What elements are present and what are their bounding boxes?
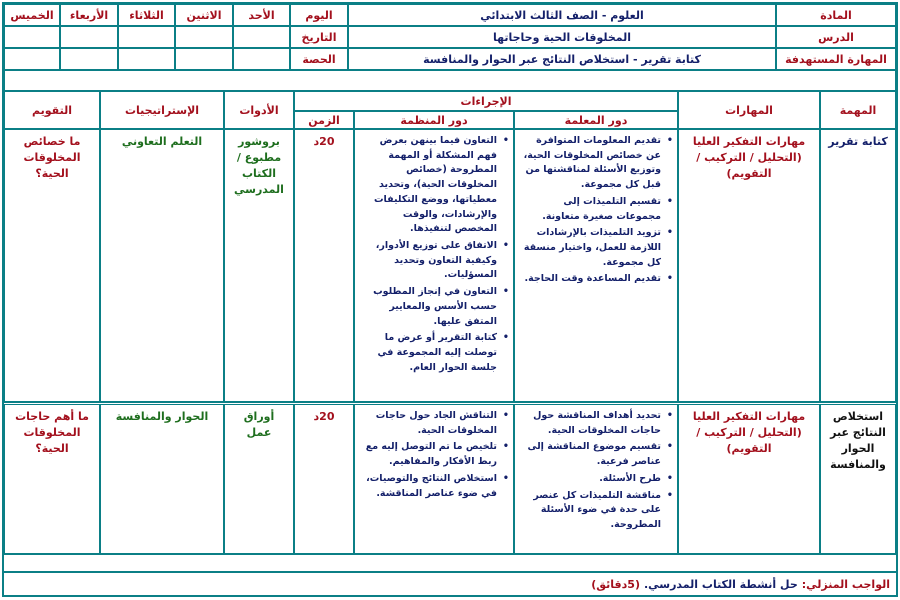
day-sunday: الأحد bbox=[233, 4, 290, 26]
subject-label: المادة bbox=[776, 4, 896, 26]
col-organizer-role: دور المنظمة bbox=[354, 111, 514, 129]
col-tools: الأدوات bbox=[224, 91, 294, 129]
col-skills: المهارات bbox=[678, 91, 820, 129]
subject-value: العلوم - الصف الثالث الابتدائي bbox=[348, 4, 776, 26]
day-cell bbox=[60, 48, 118, 70]
list-item: • التناقش الجاد حول حاجات المخلوقات الحية. bbox=[359, 409, 497, 438]
row1-time bbox=[294, 129, 354, 402]
row2-time bbox=[294, 404, 354, 554]
row1-tools bbox=[224, 129, 294, 402]
row2-evaluation bbox=[4, 404, 100, 554]
row1-strategy bbox=[100, 129, 224, 402]
row1-evaluation-text: ما خصائص المخلوقات الحية؟ bbox=[23, 135, 81, 180]
day-cell bbox=[233, 26, 290, 48]
skill-value: كتابة تقرير - استخلاص النتائج عبر الحوار والمنافسة bbox=[348, 48, 776, 70]
lesson-plan-sheet bbox=[2, 2, 898, 597]
row1-task bbox=[820, 129, 896, 402]
row2-teacher bbox=[514, 404, 678, 554]
skill-label: المهارة المستهدفة bbox=[776, 48, 896, 70]
day-cell bbox=[175, 26, 233, 48]
list-item: • تزويد التلميذات بالإرشادات اللازمة للعمل، واختيار منسقة كل مجموعة. bbox=[519, 226, 661, 270]
day-cell bbox=[118, 26, 175, 48]
list-item: • تقسيم التلميذات إلى مجموعات صغيرة متعاونة. bbox=[519, 195, 661, 224]
list-item: • طرح الأسئلة. bbox=[519, 472, 661, 487]
row1-skills-text: مهارات التفكير العليا (التحليل / التركيب / التقويم) bbox=[692, 135, 806, 180]
list-item: • استخلاص النتائج والتوصيات، في ضوء عناصر المناقشة. bbox=[359, 472, 497, 501]
row2-strategy-text: الحوار والمنافسة bbox=[115, 410, 209, 423]
row1-teacher bbox=[514, 129, 678, 402]
row1-organizer bbox=[354, 129, 514, 402]
row1-teacher-list bbox=[515, 130, 677, 287]
day-thursday: الخميس bbox=[4, 4, 60, 26]
period-label: الحصة bbox=[290, 48, 348, 70]
day-cell bbox=[4, 26, 60, 48]
list-item: • تلخيص ما تم التوصل إليه مع ربط الأفكار والمفاهيم. bbox=[359, 440, 497, 469]
row2-skills-text: مهارات التفكير العليا (التحليل / التركيب / التقويم) bbox=[692, 410, 806, 455]
homework-time: (5دقائق) bbox=[591, 577, 640, 591]
date-label: التاريخ bbox=[290, 26, 348, 48]
spacer-row bbox=[4, 70, 896, 91]
day-cell bbox=[60, 26, 118, 48]
day-cell bbox=[118, 48, 175, 70]
col-time: الزمن bbox=[294, 111, 354, 129]
row1-tools-text: بروشور مطبوع / الكتاب المدرسي bbox=[234, 135, 284, 196]
lesson-label: الدرس bbox=[776, 26, 896, 48]
lesson-value: المخلوقات الحية وحاجاتها bbox=[348, 26, 776, 48]
row2-task bbox=[820, 404, 896, 554]
homework-footer bbox=[4, 571, 896, 595]
row1-strategy-text: التعلم التعاوني bbox=[121, 135, 203, 148]
list-item: • تقديم المعلومات المتوافرة عن خصائص المخلوقات الحية، وتوزيع الأسئلة لمناقشتها من قبل كل مجموعة. bbox=[519, 134, 661, 193]
row1-time-text: 20د bbox=[313, 135, 335, 148]
day-wednesday: الأربعاء bbox=[60, 4, 118, 26]
row1-evaluation bbox=[4, 129, 100, 402]
row2-organizer-list bbox=[355, 405, 513, 501]
col-strategies: الإستراتيجيات bbox=[100, 91, 224, 129]
row2-tools bbox=[224, 404, 294, 554]
row2-tools-text: أوراق عمل bbox=[243, 410, 275, 439]
list-item: • تقديم المساعدة وقت الحاجة. bbox=[519, 272, 661, 287]
list-item: • التعاون في إنجاز المطلوب حسب الأسس والمعايير المتفق عليها. bbox=[359, 285, 497, 329]
homework-text: حل أنشطة الكتاب المدرسي. bbox=[643, 577, 798, 591]
col-procedures: الإجراءات bbox=[294, 91, 678, 111]
list-item: • تحديد أهداف المناقشة حول حاجات المخلوقات الحية. bbox=[519, 409, 661, 438]
col-task: المهمة bbox=[820, 91, 896, 129]
homework-label: الواجب المنزلي: bbox=[801, 577, 890, 591]
row2-skills bbox=[678, 404, 820, 554]
col-teacher-role: دور المعلمة bbox=[514, 111, 678, 129]
list-item: • كتابة التقرير أو عرض ما توصلت إليه المجموعة في جلسة الحوار العام. bbox=[359, 331, 497, 375]
row1-organizer-list bbox=[355, 130, 513, 376]
day-label: اليوم bbox=[290, 4, 348, 26]
day-cell bbox=[4, 48, 60, 70]
header-block bbox=[4, 4, 896, 70]
row2-evaluation-text: ما أهم حاجات المخلوقات الحية؟ bbox=[15, 410, 89, 455]
row2-organizer bbox=[354, 404, 514, 554]
list-item: • الاتفاق على توزيع الأدوار، وكيفية التعاون وتحديد المسؤليات. bbox=[359, 239, 497, 283]
row1-task-text: كتابة تقرير bbox=[828, 135, 888, 148]
day-monday: الاثنين bbox=[175, 4, 233, 26]
row2-time-text: 20د bbox=[313, 410, 335, 423]
col-evaluation: التقويم bbox=[4, 91, 100, 129]
row1-skills bbox=[678, 129, 820, 402]
row2-task-text: استخلاص النتائج عبر الحوار والمنافسة bbox=[830, 410, 886, 471]
list-item: • تقسيم موضوع المناقشة إلى عناصر فرعية. bbox=[519, 440, 661, 469]
list-item: • مناقشة التلميذات كل عنصر على حدة في ضوء الأسئلة المطروحة. bbox=[519, 489, 661, 533]
day-cell bbox=[175, 48, 233, 70]
row2-teacher-list bbox=[515, 405, 677, 533]
day-tuesday: الثلاثاء bbox=[118, 4, 175, 26]
row2-strategy bbox=[100, 404, 224, 554]
list-item: • التعاون فيما بينهن بعرض فهم المشكلة أو المهمة المطروحة (خصائص المخلوقات الحية)، وتحديد معطياتها، ووضع التكليفات والإرشادات، والوقت المخصص لتنفيذها. bbox=[359, 134, 497, 237]
day-cell bbox=[233, 48, 290, 70]
